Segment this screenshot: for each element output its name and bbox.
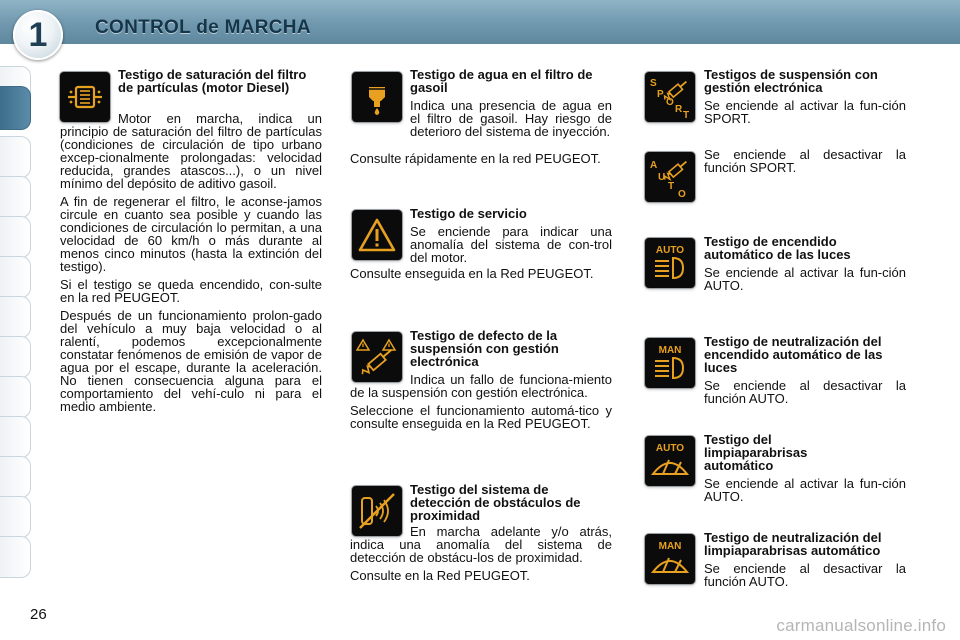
watermark: carmanualsonline.info bbox=[776, 616, 946, 635]
wipers-auto-label: AUTO bbox=[655, 443, 685, 454]
lights-manual-icon bbox=[645, 338, 695, 388]
water-heading: Testigo de agua en el filtro de gasoil bbox=[410, 67, 593, 95]
service-section bbox=[410, 207, 612, 269]
chapter-tab[interactable] bbox=[0, 256, 31, 298]
auto-letter-u: U bbox=[658, 172, 666, 183]
sport-letter-o: O bbox=[666, 97, 674, 108]
sport-letter-s: S bbox=[650, 78, 657, 89]
lights-auto-section bbox=[704, 235, 906, 297]
wipers-manual-icon bbox=[645, 534, 695, 584]
page-number: 26 bbox=[30, 606, 47, 623]
chapter-tab[interactable] bbox=[0, 296, 31, 338]
obstacle-paragraph: Consulte en la Red PEUGEOT. bbox=[350, 568, 530, 583]
water-paragraph: Indica una presencia de agua en el filtro de gasoil. Hay riesgo de deterioro del sistema de inyección. bbox=[410, 98, 612, 139]
chapter-tab[interactable] bbox=[0, 416, 31, 458]
obstacle-paragraph: En marcha adelante y/o atrás, indica una anomalía del sistema de detección de obstácu-los de proximidad. bbox=[350, 524, 612, 565]
sport-letter-r: R bbox=[675, 104, 683, 115]
wipers-auto-icon bbox=[645, 436, 695, 486]
particle-filter-paragraph: Si el testigo se queda encendido, con-sulte en la red PEUGEOT. bbox=[60, 277, 322, 305]
chapter-tab[interactable] bbox=[0, 456, 31, 498]
suspension-sport-on-text: Se enciende al activar la fun-ción SPORT. bbox=[704, 98, 906, 126]
service-paragraph: Se enciende para indicar una anomalía del sistema de con-trol del motor. bbox=[410, 224, 612, 265]
lights-man-text: Se enciende al desactivar la función AUTO. bbox=[704, 378, 906, 406]
suspension-heading: Testigos de suspensión con gestión electrónica bbox=[704, 67, 878, 95]
wipers-man-heading: Testigo de neutralización del limpiaparabrisas automático bbox=[704, 530, 882, 558]
water-consult-text: Consulte rápidamente en la red PEUGEOT. bbox=[350, 151, 601, 166]
sport-letter-p: P bbox=[657, 89, 664, 100]
service-consult-text: Consulte enseguida en la Red PEUGEOT. bbox=[350, 266, 594, 281]
chapter-tab[interactable] bbox=[0, 336, 31, 378]
suspension-sport-icon bbox=[645, 72, 695, 122]
lights-auto-icon bbox=[645, 238, 695, 288]
wipers-man-text: Se enciende al desactivar la función AUTO. bbox=[704, 561, 906, 589]
particle-filter-paragraph: Motor en marcha, indica un principio de saturación del filtro de partículas (condiciones de circulación de tipo urbano excep-cionalmente prolongadas: velocidad reducida, grandes atascos...), o un nivel mínimo del depósito de aditivo gasoil. bbox=[60, 111, 322, 191]
service-consult bbox=[350, 267, 612, 285]
lights-man-heading: Testigo de neutralización del encendido automático de las luces bbox=[704, 334, 883, 375]
lights-auto-heading: Testigo de encendido automático de las luces bbox=[704, 234, 851, 262]
suspension-sport-off-text: Se enciende al desactivar la función SPORT. bbox=[704, 147, 906, 175]
suspension-fault-heading: Testigo de defecto de la suspensión con gestión electrónica bbox=[410, 328, 559, 369]
lights-man-section bbox=[704, 335, 906, 410]
water-in-fuel-icon bbox=[352, 72, 402, 122]
chapter-tab-active[interactable] bbox=[0, 86, 31, 130]
chapter-number: 1 bbox=[13, 10, 63, 60]
service-heading: Testigo de servicio bbox=[410, 206, 527, 221]
water-consult bbox=[350, 152, 612, 170]
obstacle-heading: Testigo del sistema de detección de obstáculos de proximidad bbox=[410, 482, 581, 523]
particle-filter-paragraph: Después de un funcionamiento prolon-gado del vehículo a muy baja velocidad o al ralentí, podemos excepcionalmente constatar fenómenos de emisión de vapor de agua por el escape, durante la aceleración. No tienen consecuencia alguna para el comportamiento del vehí-culo ni para el medio ambiente. bbox=[60, 308, 322, 414]
auto-letter-t: T bbox=[668, 181, 675, 192]
suspension-section bbox=[704, 68, 906, 130]
lights-auto-text: Se enciende al activar la fun-ción AUTO. bbox=[704, 265, 906, 293]
wipers-auto-section bbox=[704, 433, 906, 508]
auto-letter-o: O bbox=[678, 189, 686, 199]
suspension-fault-text bbox=[350, 373, 612, 435]
obstacle-text bbox=[350, 525, 612, 587]
chapter-tab[interactable] bbox=[0, 136, 31, 178]
wipers-man-label: MAN bbox=[658, 541, 682, 552]
sport-letter-t: T bbox=[683, 110, 690, 119]
chapter-tab[interactable] bbox=[0, 176, 31, 218]
particle-filter-text bbox=[60, 112, 322, 418]
wipers-man-section bbox=[704, 531, 906, 593]
suspension-fault-paragraph: Seleccione el funcionamiento automá-tico y consulte enseguida en la Red PEUGEOT. bbox=[350, 403, 612, 431]
suspension-fault-paragraph: Indica un fallo de funciona-miento de la suspensión con gestión electrónica. bbox=[350, 372, 612, 400]
obstacle-section bbox=[410, 483, 612, 527]
auto-letter-a: A bbox=[650, 160, 658, 171]
lights-auto-label: AUTO bbox=[655, 245, 685, 256]
suspension-sport-off bbox=[704, 148, 906, 179]
chapter-tab[interactable] bbox=[0, 536, 31, 578]
wipers-auto-text: Se enciende al activar la fun-ción AUTO. bbox=[704, 476, 906, 504]
page-title: CONTROL de MARCHA bbox=[95, 17, 311, 38]
particle-filter-paragraph: A fin de regenerar el filtro, le aconse-jamos circule en cuanto sea posible y cuando las condiciones de circulación lo permitan, a una velocidad de 60 km/h o más durante al menos cinco minutos (hasta la extinción del testigo). bbox=[60, 194, 322, 274]
suspension-auto-icon bbox=[645, 152, 695, 202]
chapter-tab[interactable] bbox=[0, 496, 31, 538]
particle-filter-heading-block bbox=[118, 68, 323, 99]
chapter-tab[interactable] bbox=[0, 376, 31, 418]
lights-man-label: MAN bbox=[658, 345, 682, 356]
wipers-auto-heading: Testigo del limpiaparabrisas automático bbox=[704, 432, 808, 473]
suspension-fault-section bbox=[410, 329, 612, 373]
chapter-tab[interactable] bbox=[0, 216, 31, 258]
particle-filter-heading: Testigo de saturación del filtro de partículas (motor Diesel) bbox=[118, 67, 307, 95]
water-section bbox=[410, 68, 612, 143]
service-warning-icon bbox=[352, 210, 402, 260]
